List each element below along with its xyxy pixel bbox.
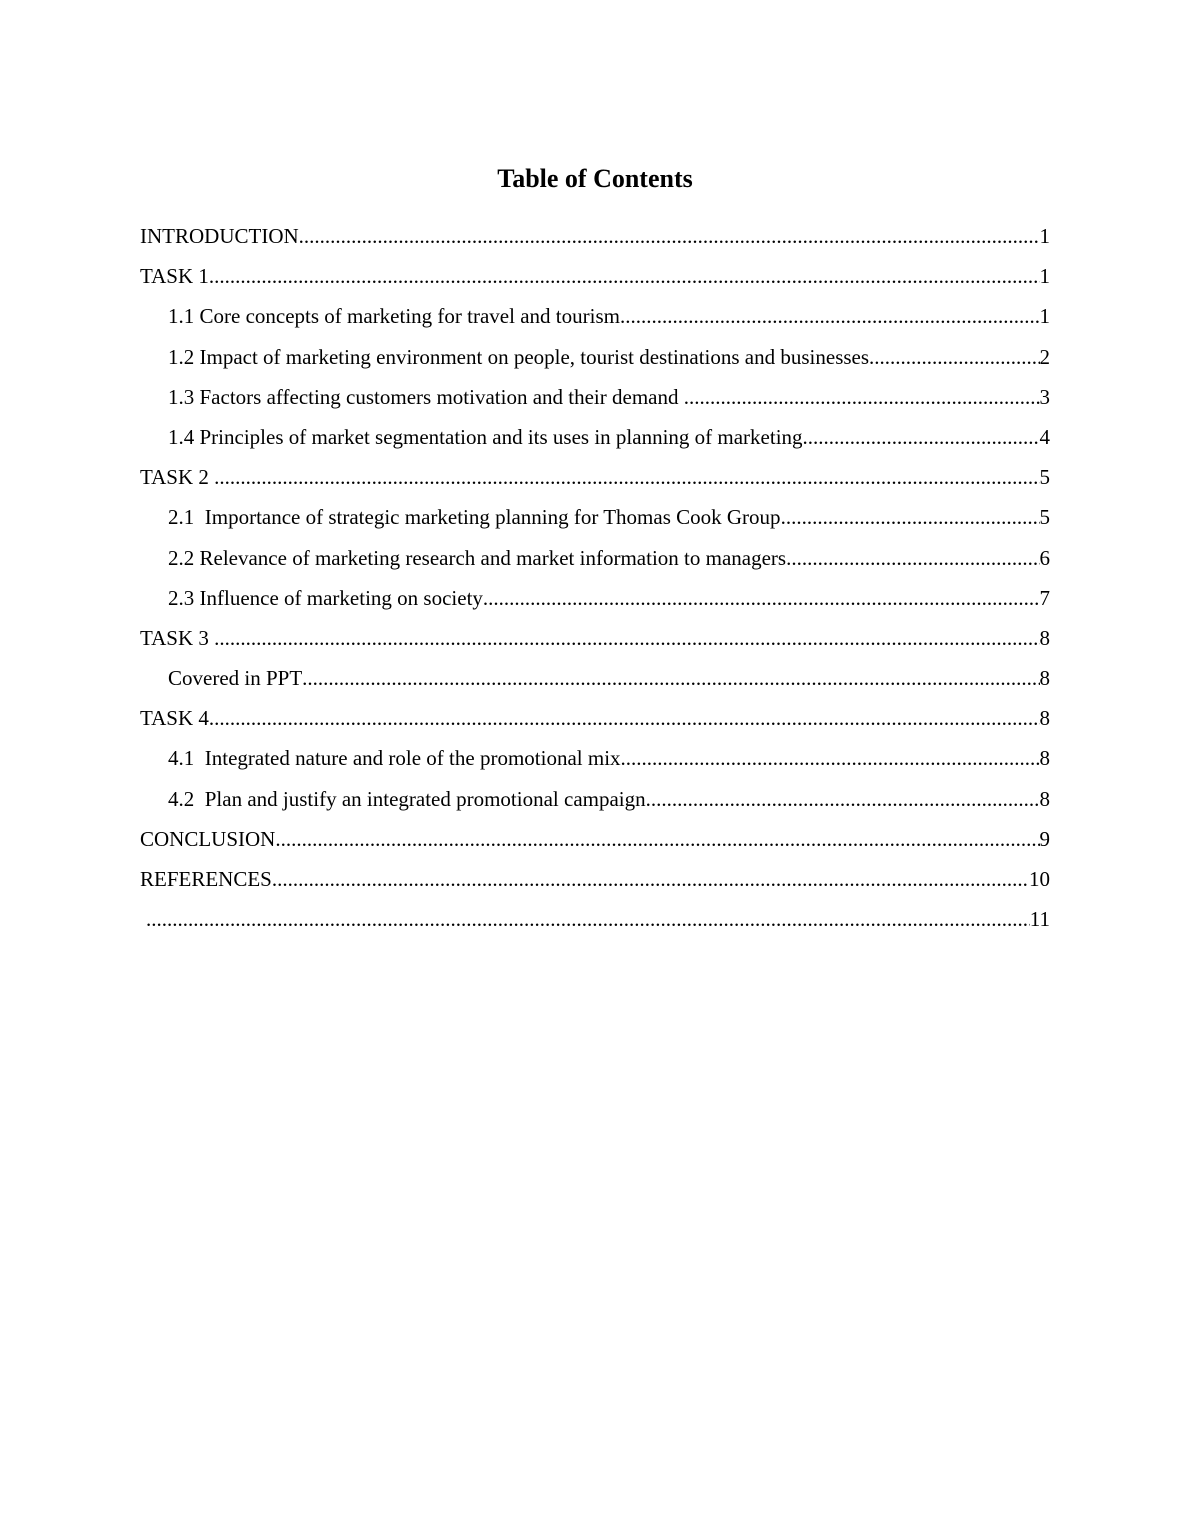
- toc-dot-leader: [786, 538, 1039, 578]
- toc-entry[interactable]: [140, 819, 1050, 859]
- toc-entry-text: 4.1 Integrated nature and role of the promotional mix: [168, 746, 621, 771]
- toc-page-number: 3: [1039, 384, 1050, 409]
- toc-page-number: 7: [1039, 585, 1050, 610]
- toc-dot-leader: [146, 899, 1030, 939]
- toc-list: [140, 216, 1050, 939]
- toc-entry[interactable]: [140, 658, 1050, 698]
- toc-page-number: 8: [1039, 746, 1050, 771]
- toc-dot-leader: [275, 819, 1039, 859]
- toc-dot-leader: [621, 738, 1040, 778]
- toc-entry-text: TASK 3: [140, 625, 215, 650]
- toc-entry[interactable]: [140, 779, 1050, 819]
- toc-entry-text: REFERENCES: [140, 867, 272, 891]
- toc-page-number: 6: [1039, 545, 1050, 570]
- toc-entry[interactable]: [140, 256, 1050, 296]
- toc-entry[interactable]: [140, 618, 1050, 658]
- toc-entry-text: 1.3 Factors affecting customers motivation and their demand: [168, 384, 684, 409]
- toc-page-number: 8: [1039, 706, 1050, 731]
- toc-dot-leader: [299, 216, 1040, 256]
- toc-entry[interactable]: [140, 538, 1050, 578]
- toc-page-number: 5: [1039, 505, 1050, 530]
- toc-entry[interactable]: [140, 417, 1050, 457]
- toc-entry[interactable]: [140, 497, 1050, 537]
- toc-entry[interactable]: [140, 899, 1050, 939]
- toc-entry-text: 2.1 Importance of strategic marketing planning for Thomas Cook Group: [168, 505, 781, 530]
- toc-page-number: 10: [1029, 867, 1050, 891]
- toc-entry[interactable]: [140, 377, 1050, 417]
- toc-page-number: 4: [1039, 424, 1050, 449]
- toc-dot-leader: [646, 779, 1040, 819]
- toc-dot-leader: [272, 859, 1029, 899]
- toc-page-number: 11: [1029, 907, 1050, 932]
- toc-page-number: 1: [1039, 304, 1050, 329]
- toc-dot-leader: [620, 296, 1040, 336]
- toc-entry[interactable]: [140, 859, 1050, 899]
- toc-entry-text: 2.3 Influence of marketing on society: [168, 585, 483, 610]
- toc-page-number: 1: [1039, 264, 1050, 289]
- toc-entry[interactable]: [140, 296, 1050, 336]
- toc-entry-text: 2.2 Relevance of marketing research and market information to managers: [168, 545, 787, 570]
- toc-entry[interactable]: [140, 457, 1050, 497]
- toc-entry[interactable]: [140, 738, 1050, 778]
- toc-entry-text: Covered in PPT: [168, 666, 303, 691]
- toc-dot-leader: [483, 578, 1040, 618]
- toc-entry-text: 1.1 Core concepts of marketing for travel and tourism: [168, 304, 620, 329]
- toc-page-number: 5: [1039, 465, 1050, 490]
- toc-entry[interactable]: [140, 337, 1050, 377]
- toc-entry-text: 1.2 Impact of marketing environment on people, tourist destinations and businesses: [168, 344, 870, 369]
- toc-page-number: 8: [1039, 786, 1050, 811]
- toc-dot-leader: [803, 417, 1040, 457]
- toc-entry[interactable]: [140, 216, 1050, 256]
- toc-title: Table of Contents: [497, 164, 693, 193]
- toc-page-number: 8: [1039, 625, 1050, 650]
- toc-dot-leader: [214, 457, 1039, 497]
- toc-entry[interactable]: [140, 698, 1050, 738]
- toc-page-number: 1: [1039, 224, 1050, 248]
- toc-entry-text: CONCLUSION: [140, 826, 276, 851]
- toc-page-number: 9: [1039, 826, 1050, 851]
- toc-dot-leader: [781, 497, 1040, 537]
- toc-entry-text: TASK 2: [140, 465, 215, 490]
- toc-entry-text: TASK 1: [140, 264, 209, 289]
- toc-entry-text: TASK 4: [140, 706, 209, 731]
- toc-page-number: 2: [1039, 344, 1050, 369]
- toc-dot-leader: [302, 658, 1039, 698]
- toc-dot-leader: [209, 698, 1040, 738]
- toc-dot-leader: [214, 618, 1039, 658]
- toc-dot-leader: [209, 256, 1040, 296]
- toc-page-number: 8: [1039, 666, 1050, 691]
- toc-entry-text: 4.2 Plan and justify an integrated promotional campaign: [168, 786, 646, 811]
- toc-dot-leader: [869, 337, 1039, 377]
- toc-entry[interactable]: [140, 578, 1050, 618]
- toc-dot-leader: [684, 377, 1040, 417]
- toc-entry-text: 1.4 Principles of market segmentation and its uses in planning of marketing: [168, 424, 803, 449]
- toc-entry-text: INTRODUCTION: [140, 224, 299, 248]
